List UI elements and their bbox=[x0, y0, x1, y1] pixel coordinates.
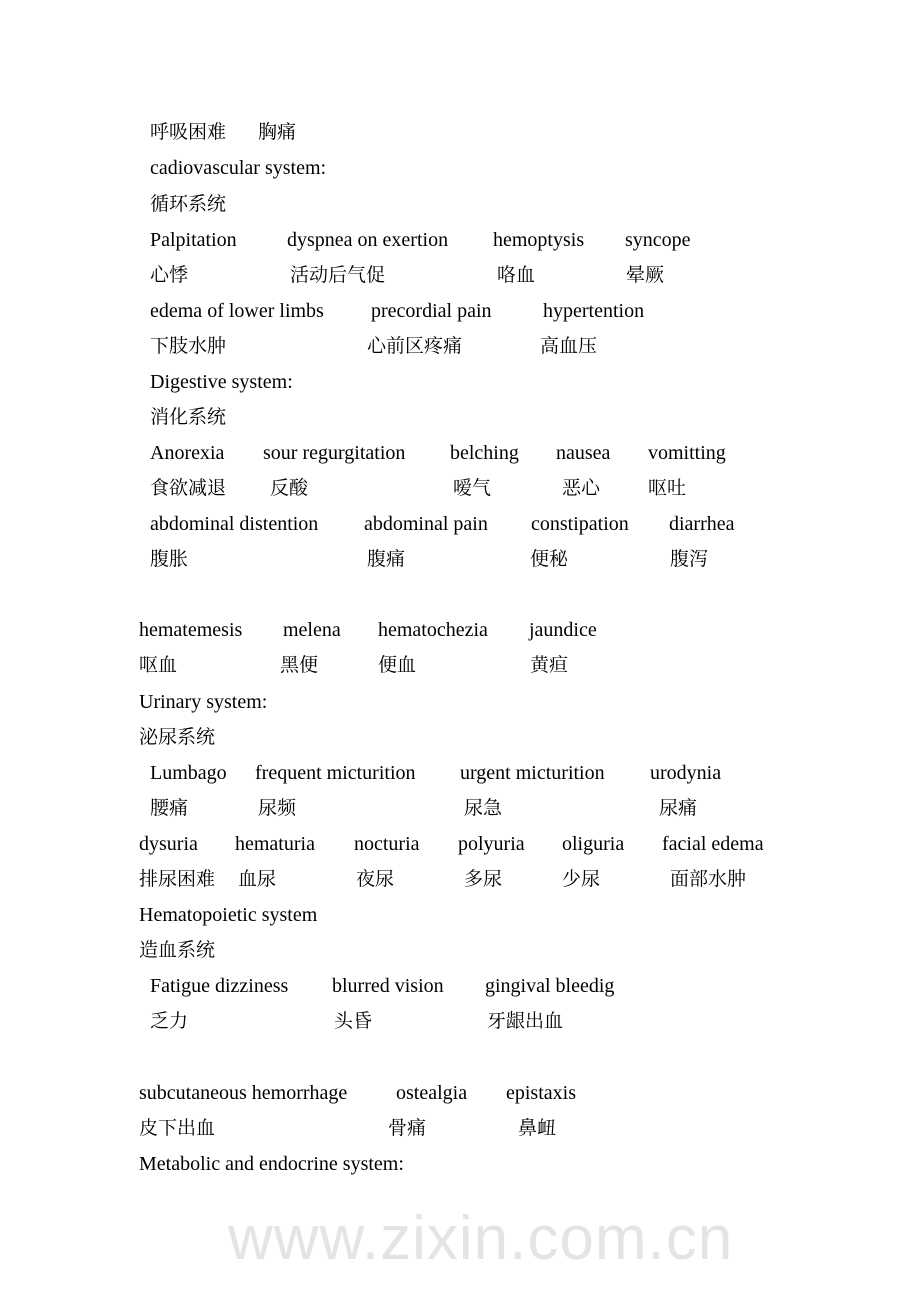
term-translation: 恶心 bbox=[562, 477, 601, 499]
term-translation: 乏力 bbox=[150, 1010, 189, 1032]
term: abdominal distention bbox=[150, 513, 319, 535]
term-translation: 下肢水肿 bbox=[150, 335, 227, 357]
term-translation: 便血 bbox=[378, 654, 417, 676]
term: sour regurgitation bbox=[263, 442, 406, 464]
term: subcutaneous hemorrhage bbox=[139, 1082, 348, 1104]
term: polyuria bbox=[458, 833, 525, 855]
term: oliguria bbox=[562, 833, 625, 855]
term: gingival bleedig bbox=[485, 975, 615, 997]
term: urgent micturition bbox=[460, 762, 605, 784]
term-translation: 皮下出血 bbox=[139, 1117, 216, 1139]
section-heading: cadiovascular system: bbox=[150, 157, 327, 179]
term-translation: 咯血 bbox=[497, 264, 536, 286]
term-translation: 腹胀 bbox=[150, 548, 189, 570]
watermark: www.zixin.com.cn bbox=[228, 1204, 734, 1273]
term-translation: 鼻衄 bbox=[518, 1117, 557, 1139]
term: hypertention bbox=[543, 300, 645, 322]
term: Lumbago bbox=[150, 762, 227, 784]
term-translation: 便秘 bbox=[530, 548, 569, 570]
term-translation: 胸痛 bbox=[258, 121, 297, 143]
term-translation: 呕血 bbox=[139, 654, 178, 676]
term: blurred vision bbox=[332, 975, 444, 997]
section-heading: Metabolic and endocrine system: bbox=[139, 1153, 404, 1175]
term-translation: 呼吸困难 bbox=[150, 121, 227, 143]
term: facial edema bbox=[662, 833, 764, 855]
term: Anorexia bbox=[150, 442, 225, 464]
term: vomitting bbox=[648, 442, 726, 464]
section-heading-zh: 消化系统 bbox=[150, 406, 227, 428]
term-translation: 血尿 bbox=[238, 868, 277, 890]
term: hematemesis bbox=[139, 619, 243, 641]
term-translation: 骨痛 bbox=[388, 1117, 427, 1139]
term-translation: 牙龈出血 bbox=[487, 1010, 564, 1032]
term: hemoptysis bbox=[493, 229, 585, 251]
term: hematochezia bbox=[378, 619, 488, 641]
term: diarrhea bbox=[669, 513, 735, 535]
term-translation: 黄疸 bbox=[530, 654, 569, 676]
term-translation: 多尿 bbox=[464, 868, 503, 890]
term: nocturia bbox=[354, 833, 420, 855]
term: epistaxis bbox=[506, 1082, 576, 1104]
term-translation: 腹痛 bbox=[367, 548, 406, 570]
term: urodynia bbox=[650, 762, 722, 784]
section-heading: Urinary system: bbox=[139, 691, 268, 713]
term-translation: 食欲减退 bbox=[150, 477, 227, 499]
term: frequent micturition bbox=[255, 762, 416, 784]
term-translation: 黑便 bbox=[280, 654, 319, 676]
term: dysuria bbox=[139, 833, 198, 855]
term: Palpitation bbox=[150, 229, 237, 251]
term-translation: 腰痛 bbox=[150, 797, 189, 819]
term-translation: 活动后气促 bbox=[290, 264, 386, 286]
section-heading-zh: 造血系统 bbox=[139, 939, 216, 961]
term-translation: 心悸 bbox=[150, 264, 189, 286]
term-translation: 尿频 bbox=[258, 797, 297, 819]
term-translation: 排尿困难 bbox=[139, 868, 216, 890]
term-translation: 头昏 bbox=[334, 1010, 373, 1032]
term: ostealgia bbox=[396, 1082, 468, 1104]
term: belching bbox=[450, 442, 519, 464]
term: edema of lower limbs bbox=[150, 300, 324, 322]
term-translation: 腹泻 bbox=[670, 548, 709, 570]
term-translation: 夜尿 bbox=[356, 868, 395, 890]
term-translation: 面部水肿 bbox=[670, 868, 747, 890]
term-translation: 晕厥 bbox=[626, 264, 665, 286]
term-translation: 尿痛 bbox=[659, 797, 698, 819]
term-translation: 尿急 bbox=[464, 797, 503, 819]
section-heading-zh: 循环系统 bbox=[150, 193, 227, 215]
term: syncope bbox=[625, 229, 691, 251]
section-heading-zh: 泌尿系统 bbox=[139, 726, 216, 748]
section-heading: Digestive system: bbox=[150, 371, 293, 393]
term: melena bbox=[283, 619, 341, 641]
term: jaundice bbox=[529, 619, 597, 641]
term-translation: 心前区疼痛 bbox=[367, 335, 463, 357]
term: Fatigue dizziness bbox=[150, 975, 289, 997]
term-translation: 反酸 bbox=[270, 477, 309, 499]
term-translation: 少尿 bbox=[562, 868, 601, 890]
term-translation: 嗳气 bbox=[453, 477, 492, 499]
term-translation: 高血压 bbox=[540, 335, 598, 357]
term: nausea bbox=[556, 442, 611, 464]
section-heading: Hematopoietic system bbox=[139, 904, 318, 926]
term: abdominal pain bbox=[364, 513, 488, 535]
term: constipation bbox=[531, 513, 629, 535]
term: precordial pain bbox=[371, 300, 492, 322]
term: hematuria bbox=[235, 833, 315, 855]
term-translation: 呕吐 bbox=[648, 477, 687, 499]
term: dyspnea on exertion bbox=[287, 229, 449, 251]
